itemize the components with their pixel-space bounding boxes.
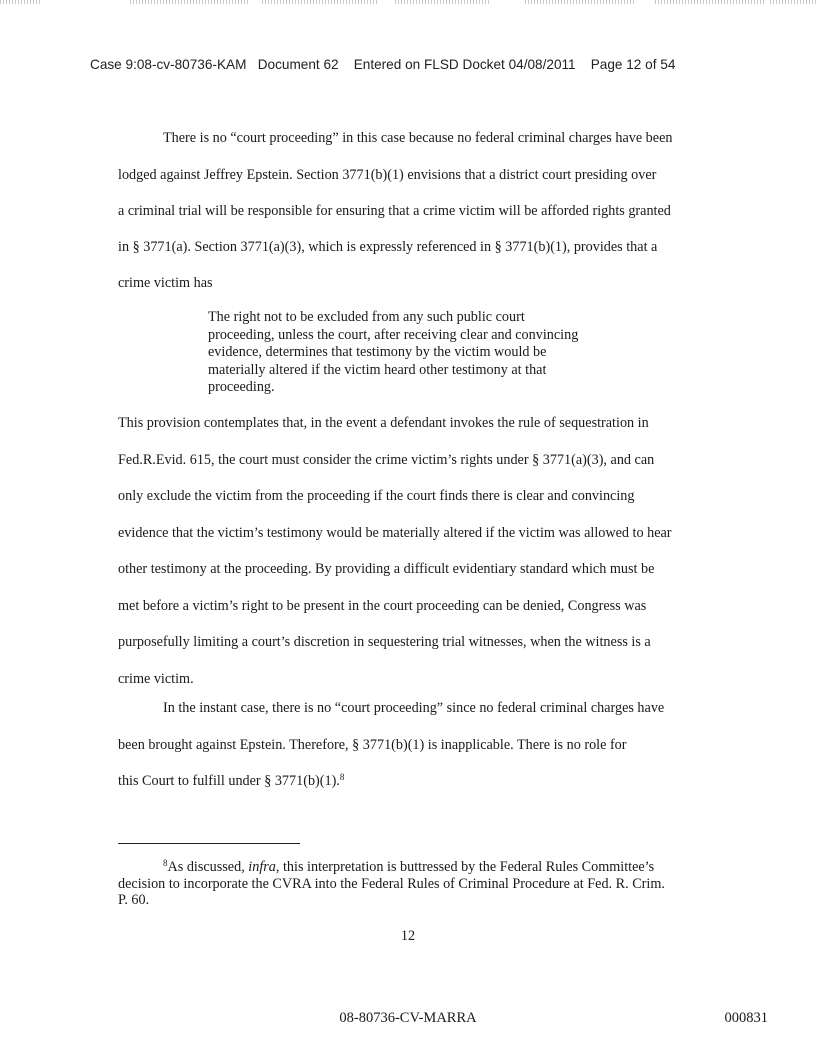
quote-line: proceeding. xyxy=(208,379,275,395)
footnote-separator xyxy=(118,843,300,844)
text-line: There is no “court proceeding” in this case because no federal criminal charges have been xyxy=(163,130,673,146)
case-number-stamp: 08-80736-CV-MARRA xyxy=(339,1010,477,1026)
text-line: Fed.R.Evid. 615, the court must consider the crime victim’s rights under § 3771(a)(3), and can xyxy=(118,452,655,468)
text-line: only exclude the victim from the proceeding if the court finds there is clear and convincing xyxy=(118,488,635,504)
text-line: a criminal trial will be responsible for ensuring that a crime victim will be afforded rights granted xyxy=(118,203,671,219)
text-line xyxy=(118,773,344,790)
text-line: crime victim. xyxy=(118,671,194,687)
footnote-reference: 8 xyxy=(339,772,345,782)
text-line: evidence that the victim’s testimony would be materially altered if the victim was allowed to hear xyxy=(118,525,672,541)
text-line: This provision contemplates that, in the event a defendant invokes the rule of sequestration in xyxy=(118,415,649,431)
footnote-line xyxy=(118,859,708,876)
text-line-content: this Court to fulfill under § 3771(b)(1). xyxy=(118,773,340,789)
footnote-8 xyxy=(118,859,708,909)
footnote-line: decision to incorporate the CVRA into the Federal Rules of Criminal Procedure at Fed. R. Crim. xyxy=(118,875,665,892)
scan-artifact-strip xyxy=(0,0,816,14)
text-line: been brought against Epstein. Therefore, § 3771(b)(1) is inapplicable. There is no role for xyxy=(118,737,627,753)
text-line: lodged against Jeffrey Epstein. Section 3771(b)(1) envisions that a district court presiding over xyxy=(118,167,657,183)
quote-line: evidence, determines that testimony by the victim would be xyxy=(208,344,547,360)
text-line: in § 3771(a). Section 3771(a)(3), which is expressly referenced in § 3771(b)(1), provides that a xyxy=(118,239,658,255)
text-line: crime victim has xyxy=(118,275,213,291)
text-line: In the instant case, there is no “court proceeding” since no federal criminal charges have xyxy=(163,700,665,716)
bates-number: 000831 xyxy=(724,1010,768,1026)
text-line: other testimony at the proceeding. By providing a difficult evidentiary standard which must be xyxy=(118,561,655,577)
page-number: 12 xyxy=(400,928,416,944)
text-line: met before a victim’s right to be present in the court proceeding can be denied, Congress was xyxy=(118,598,647,614)
quote-line: The right not to be excluded from any such public court xyxy=(208,309,525,325)
footnote-line: P. 60. xyxy=(118,892,150,908)
quote-line: materially altered if the victim heard other testimony at that xyxy=(208,361,547,378)
quote-line: proceeding, unless the court, after receiving clear and convincing xyxy=(208,326,579,343)
footnote-text: , this interpretation is buttressed by the Federal Rules Committee’s xyxy=(275,859,655,875)
text-line: purposefully limiting a court’s discretion in sequestering trial witnesses, when the witness is a xyxy=(118,634,651,650)
docket-header: Case 9:08-cv-80736-KAM Document 62 Entered on FLSD Docket 04/08/2011 Page 12 of 54 xyxy=(90,57,676,72)
block-quote xyxy=(208,309,628,397)
footnote-marker: 8 xyxy=(163,858,168,868)
footnote-text: As discussed, xyxy=(167,859,249,875)
footnote-italic: infra xyxy=(248,859,276,875)
